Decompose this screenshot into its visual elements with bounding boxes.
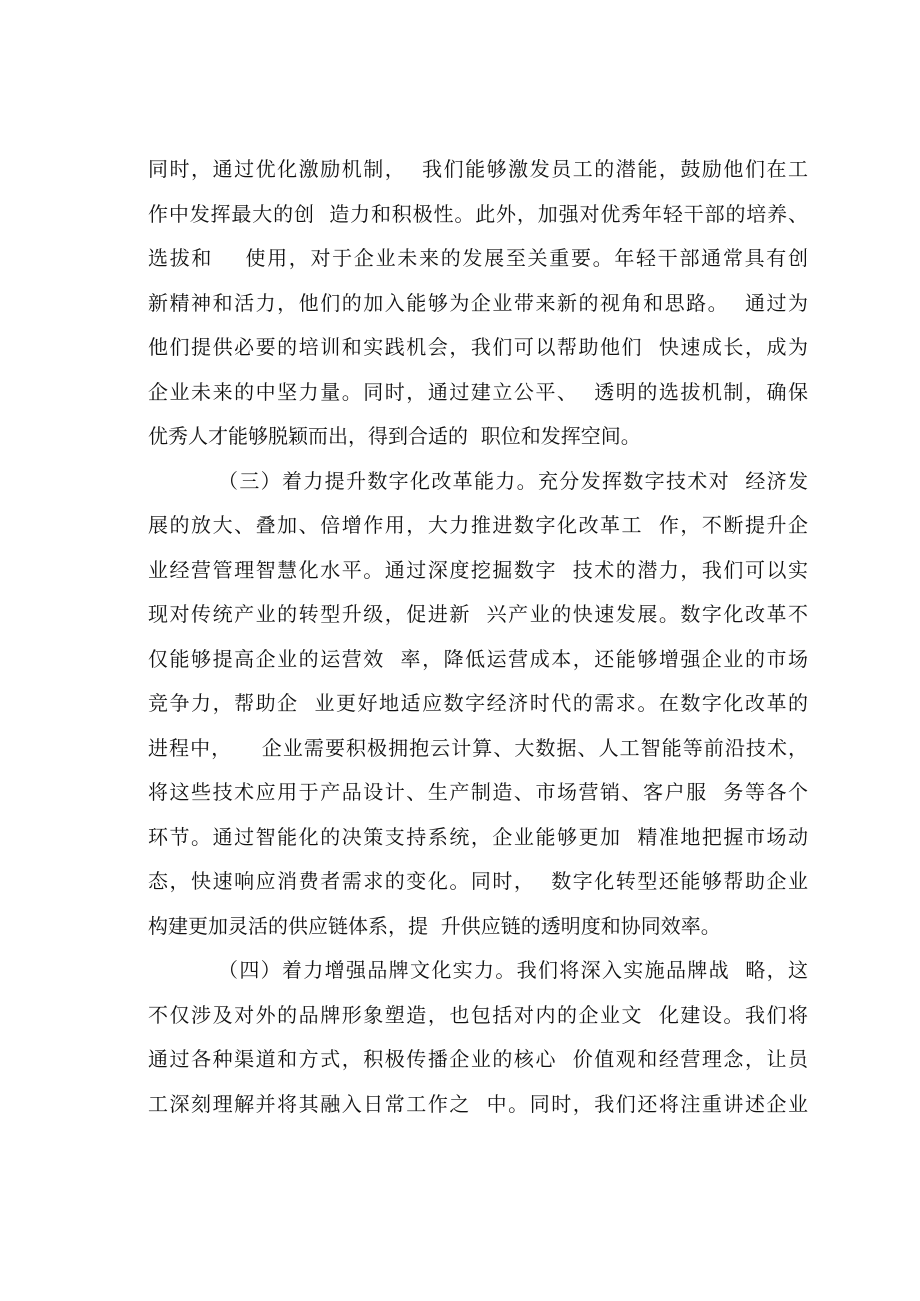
paragraph-digital-reform <box>148 459 808 949</box>
text-line: 环节。通过智能化的决策支持系统，企业能够更加 精准地把握市场动 <box>148 824 808 849</box>
text-line: 同时，通过优化激励机制， 我们能够激发员工的潜能，鼓励他们在工 <box>148 157 808 181</box>
text-line: 工深刻理解并将其融入日常工作之 中。同时，我们还将注重讲述企业 <box>148 1091 808 1116</box>
text-line: 业经营管理智慧化水平。通过深度挖掘数字 技术的潜力，我们可以实 <box>148 557 808 582</box>
text-line: 选拔和 使用，对于企业未来的发展至关重要。年轻干部通常具有创 <box>148 246 808 270</box>
text-line: 优秀人才能够脱颖而出，得到合适的 职位和发挥空间。 <box>148 424 641 448</box>
text-line: 进程中， 企业需要积极拥抱云计算、大数据、人工智能等前沿技术， <box>148 735 808 760</box>
text-line: （三）着力提升数字化改革能力。充分发挥数字技术对 经济发 <box>218 468 808 493</box>
text-line: 竞争力，帮助企 业更好地适应数字经济时代的需求。在数字化改革的 <box>148 691 808 715</box>
text-line: 不仅涉及对外的品牌形象塑造，也包括对内的企业文 化建设。我们将 <box>148 1002 808 1027</box>
text-line: 现对传统产业的转型升级，促进新 兴产业的快速发展。数字化改革不 <box>148 602 808 626</box>
paragraph-brand-culture <box>148 948 808 1126</box>
text-line: 作中发挥最大的创 造力和积极性。此外，加强对优秀年轻干部的培养、 <box>148 201 808 226</box>
text-line: 他们提供必要的培训和实践机会，我们可以帮助他们 快速成长，成为 <box>148 335 808 359</box>
paragraph-incentive <box>148 147 808 459</box>
text-line: 通过各种渠道和方式，积极传播企业的核心 价值观和经营理念，让员 <box>148 1047 808 1071</box>
text-line: 构建更加灵活的供应链体系，提 升供应链的透明度和协同效率。 <box>148 913 721 938</box>
text-line: （四）着力增强品牌文化实力。我们将深入实施品牌战 略，这 <box>218 958 808 982</box>
text-line: 企业未来的中坚力量。同时，通过建立公平、 透明的选拔机制，确保 <box>148 379 808 404</box>
text-line: 新精神和活力，他们的加入能够为企业带来新的视角和思路。 通过为 <box>148 290 808 315</box>
text-line: 态，快速响应消费者需求的变化。同时， 数字化转型还能够帮助企业 <box>148 869 808 893</box>
text-line: 将这些技术应用于产品设计、生产制造、市场营销、客户服 务等各个 <box>148 780 808 804</box>
text-line: 展的放大、叠加、倍增作用，大力推进数字化改革工 作，不断提升企 <box>148 513 808 537</box>
body-text <box>148 147 808 1126</box>
text-line: 仅能够提高企业的运营效 率，降低运营成本，还能够增强企业的市场 <box>148 646 808 671</box>
